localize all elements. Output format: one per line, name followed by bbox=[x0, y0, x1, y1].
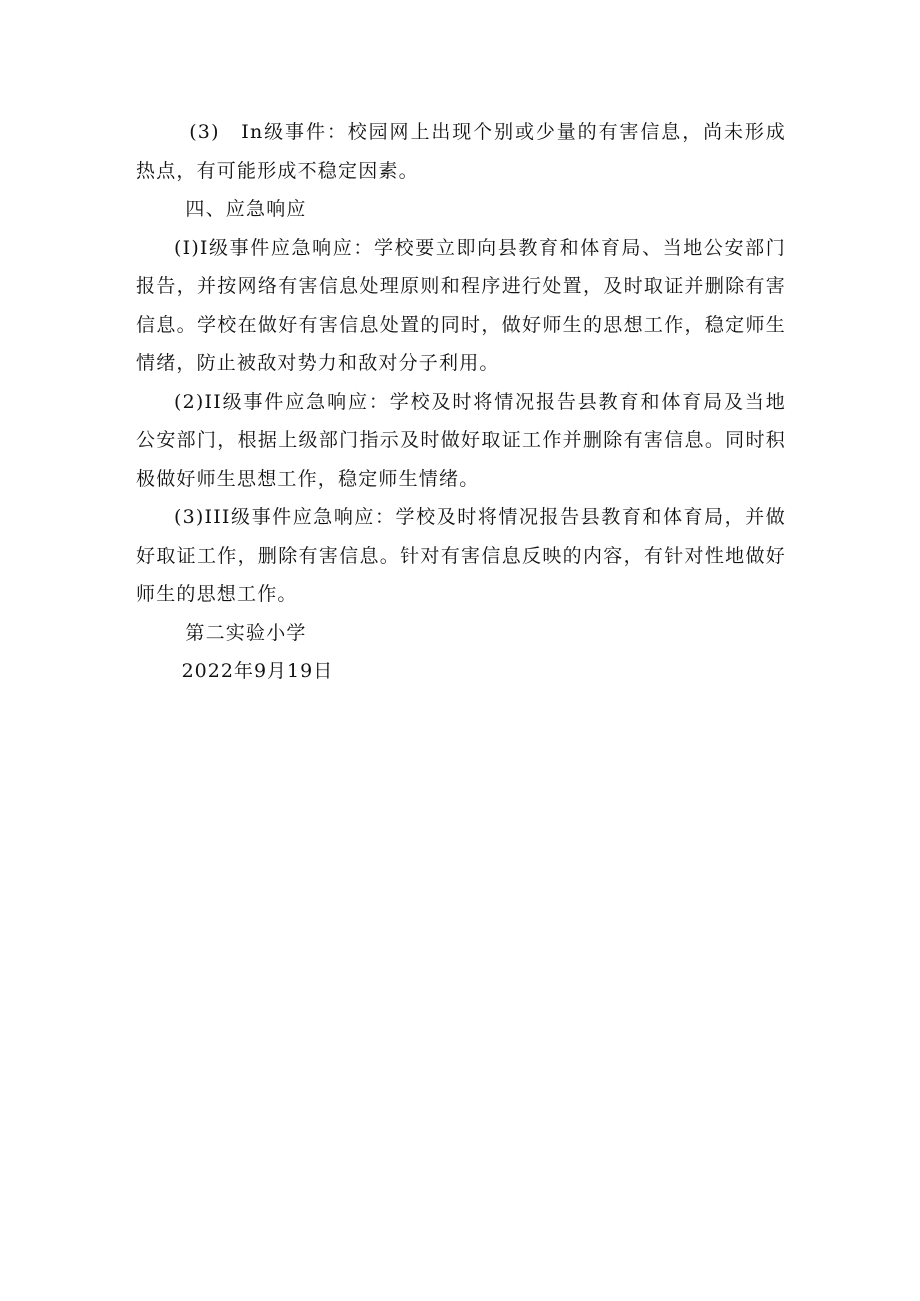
signature-school-name: 第二实验小学 bbox=[185, 621, 307, 644]
signature-date: 2022年9月19日 bbox=[181, 660, 334, 682]
section-heading-emergency-response: 四、应急响应 bbox=[185, 198, 307, 220]
paragraph-level3-response: (3)III级事件应急响应：学校及时将情况报告县教育和体育局，并做好取证工作，删除有害信息。针对有害信息反映的内容，有针对性地做好师生的思想工作。 bbox=[136, 506, 786, 605]
paragraph-level2-response: (2)II级事件应急响应：学校及时将情况报告县教育和体育局及当地公安部门，根据上级部门指示及时做好取证工作并删除有害信息。同时积极做好师生思想工作，稳定师生情绪。 bbox=[136, 390, 786, 490]
document-body bbox=[136, 113, 786, 691]
paragraph-level1-response: (I)I级事件应急响应：学校要立即向县教育和体育局、当地公安部门报告，并按网络有害信息处理原则和程序进行处置，及时取证并删除有害信息。学校在做好有害信息处置的同时，做好师生的思想工作，稳定师生情绪，防止被敌对势力和敌对分子利用。 bbox=[136, 236, 786, 374]
paragraph-level3-event: (3) In级事件：校园网上出现个别或少量的有害信息，尚未形成热点，有可能形成不稳定因素。 bbox=[136, 121, 786, 182]
